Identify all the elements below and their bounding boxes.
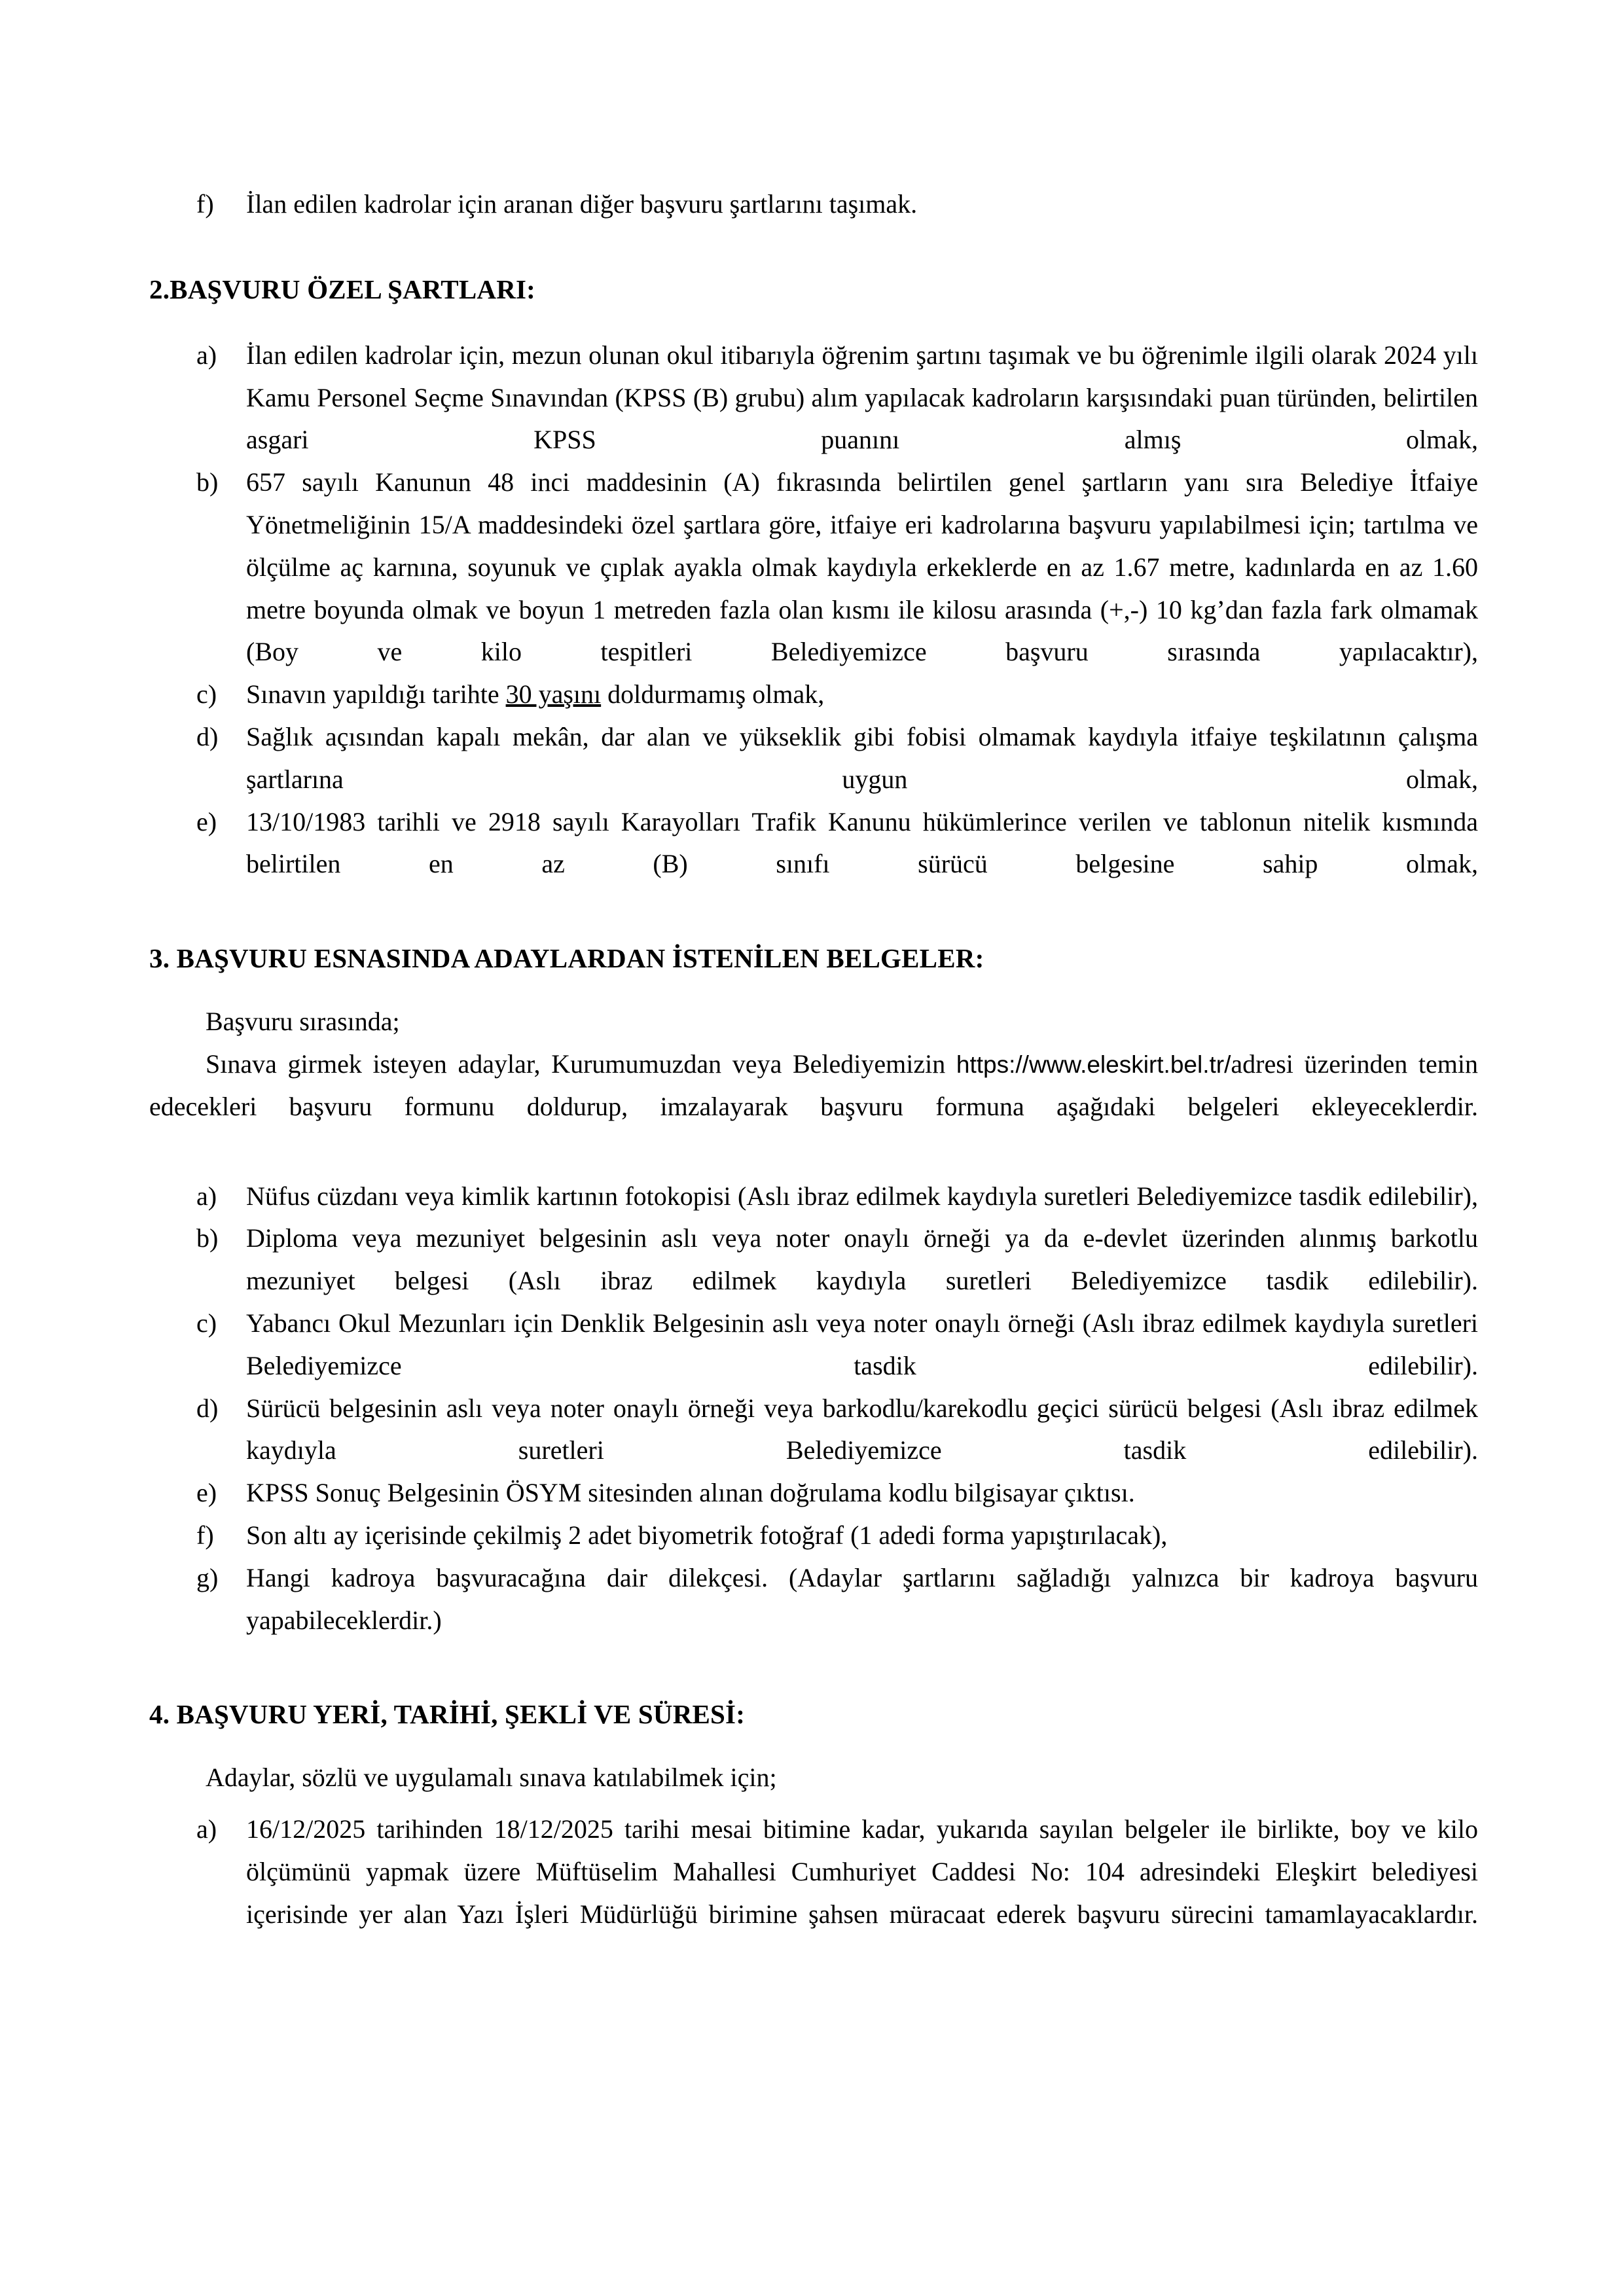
section-4-list (149, 1808, 1478, 1935)
application-form-url[interactable]: https://www.eleskirt.bel.tr/ (956, 1050, 1231, 1078)
list-item-text: Son altı ay içerisinde çekilmiş 2 adet biyometrik fotoğraf (1 adedi forma yapıştırılacak), (246, 1520, 1168, 1550)
list-item (149, 801, 1478, 886)
underlined-age-text: 30 yaşını (505, 679, 602, 709)
list-item (149, 183, 1478, 226)
document-body (149, 183, 1478, 1936)
list-item (149, 1557, 1478, 1642)
list-item-text-post: doldurmamış olmak, (601, 679, 825, 709)
list-marker: c) (196, 1308, 217, 1338)
list-item-text (246, 673, 1478, 716)
page-title-section-3: 3. BAŞVURU ESNASINDA ADAYLARDAN İSTENİLEN BELGELER: (149, 943, 984, 974)
section-2-list (149, 334, 1478, 886)
list-marker: e) (196, 806, 217, 836)
list-item-text: İlan edilen kadrolar için aranan diğer başvuru şartlarını taşımak. (246, 189, 918, 219)
intro-text-part-2: adresi üzerinden temin edecekleri başvuru formunu doldurup, imzalayarak başvuru formuna aşağıdaki belgeleri ekleyeceklerdir. (149, 1049, 1478, 1121)
carryover-list (149, 183, 1478, 226)
page-title-section-2: 2.BAŞVURU ÖZEL ŞARTLARI: (149, 274, 536, 304)
list-marker: a) (196, 1181, 217, 1211)
list-marker: f) (196, 189, 214, 219)
list-item (149, 334, 1478, 461)
list-item-text: KPSS Sonuç Belgesinin ÖSYM sitesinden alınan doğrulama kodlu bilgisayar çıktısı. (246, 1478, 1135, 1508)
list-item-text: 16/12/2025 tarihinden 18/12/2025 tarihi mesai bitimine kadar, yukarıda sayılan belgeler ile birlikte, boy ve kilo ölçümünü yapmak üzere Müftüselim Mahallesi Cumhuriyet Caddesi No: 104 adresindeki Eleşkirt belediyesi içerisinde yer alan Yazı İşleri Müdürlüğü birimine şahsen müracaat ederek başvuru sürecini tamamlayacaklardır. (246, 1814, 1478, 1929)
list-item-text: Yabancı Okul Mezunları için Denklik Belgesinin aslı veya noter onaylı örneği (Aslı ibraz edilmek kaydıyla suretleri Belediyemizce tasdik edilebilir). (246, 1308, 1478, 1380)
list-item (149, 461, 1478, 673)
list-item (149, 1217, 1478, 1302)
list-marker: c) (196, 679, 217, 709)
section-3-intro-line-1: Başvuru sırasında; (206, 1007, 400, 1037)
list-item (149, 1388, 1478, 1473)
list-item-text: Hangi kadroya başvuracağına dair dilekçesi. (Adaylar şartlarını sağladığı yalnızca bir kadroya başvuru yapabileceklerdir.) (246, 1562, 1478, 1635)
list-marker: a) (196, 340, 217, 370)
list-item-text: 657 sayılı Kanunun 48 inci maddesinin (A) fıkrasında belirtilen genel şartların yanı sıra Belediye İtfaiye Yönetmeliğinin 15/A maddesindeki özel şartlara göre, itfaiye eri kadrolarına başvuru yapılabilmesi için; tartılma ve ölçülme aç karnına, soyunuk ve çıplak ayakla olmak kaydıyla erkeklerde en az 1.67 metre, kadınlarda en az 1.60 metre boyunda olmak ve boyun 1 metreden fazla olan kısmı ile kilosu arasında (+,-) 10 kg’dan fazla fark olmamak (Boy ve kilo tespitleri Belediyemizce başvuru sırasında yapılacaktır), (246, 467, 1478, 667)
list-marker: d) (196, 721, 219, 751)
section-4-intro-line: Adaylar, sözlü ve uygulamalı sınava katılabilmek için; (206, 1763, 777, 1793)
list-marker: g) (196, 1562, 219, 1592)
list-marker: b) (196, 1223, 219, 1253)
list-marker: f) (196, 1520, 214, 1550)
list-item (149, 716, 1478, 801)
list-item-text: Nüfus cüzdanı veya kimlik kartının fotokopisi (Aslı ibraz edilmek kaydıyla suretleri Belediyemizce tasdik edilebilir), (246, 1181, 1478, 1211)
page-title-section-4: 4. BAŞVURU YERİ, TARİHİ, ŞEKLİ VE SÜRESİ: (149, 1699, 746, 1730)
list-item-text: Sürücü belgesinin aslı veya noter onaylı örneği veya barkodlu/karekodlu geçici sürücü belgesi (Aslı ibraz edilmek kaydıyla suretleri Belediyemizce tasdik edilebilir). (246, 1393, 1478, 1465)
list-item (149, 1472, 1478, 1515)
list-marker: b) (196, 467, 219, 497)
list-item (149, 1808, 1478, 1935)
list-item-text: Sağlık açısından kapalı mekân, dar alan ve yükseklik gibi fobisi olmamak kaydıyla itfaiye teşkilatının çalışma şartlarına uygun olmak, (246, 721, 1478, 794)
list-item-text: 13/10/1983 tarihli ve 2918 sayılı Karayolları Trafik Kanunu hükümlerince verilen ve tablonun nitelik kısmında belirtilen en az (B) sınıfı sürücü belgesine sahip olmak, (246, 806, 1478, 879)
list-marker: e) (196, 1478, 217, 1508)
list-marker: a) (196, 1814, 217, 1844)
list-item (149, 673, 1478, 716)
section-3-intro-paragraph (149, 1043, 1478, 1128)
list-item-text-pre: Sınavın yapıldığı tarihte (246, 679, 506, 709)
list-item (149, 1302, 1478, 1388)
intro-text-part-1: Sınava girmek isteyen adaylar, Kurumumuzdan veya Belediyemizin (206, 1049, 956, 1079)
list-marker: d) (196, 1393, 219, 1423)
list-item-text: İlan edilen kadrolar için, mezun olunan okul itibarıyla öğrenim şartını taşımak ve bu öğrenimle ilgili olarak 2024 yılı Kamu Personel Seçme Sınavından (KPSS (B) grubu) alım yapılacak kadroların karşısındaki puan türünden, belirtilen asgari KPSS puanını almış olmak, (246, 340, 1478, 455)
list-item (149, 1175, 1478, 1218)
list-item (149, 1515, 1478, 1557)
list-item-text: Diploma veya mezuniyet belgesinin aslı veya noter onaylı örneği ya da e-devlet üzerinden alınmış barkotlu mezuniyet belgesi (Aslı ibraz edilmek kaydıyla suretleri Belediyemizce tasdik edilebilir). (246, 1223, 1478, 1296)
section-3-list (149, 1175, 1478, 1642)
